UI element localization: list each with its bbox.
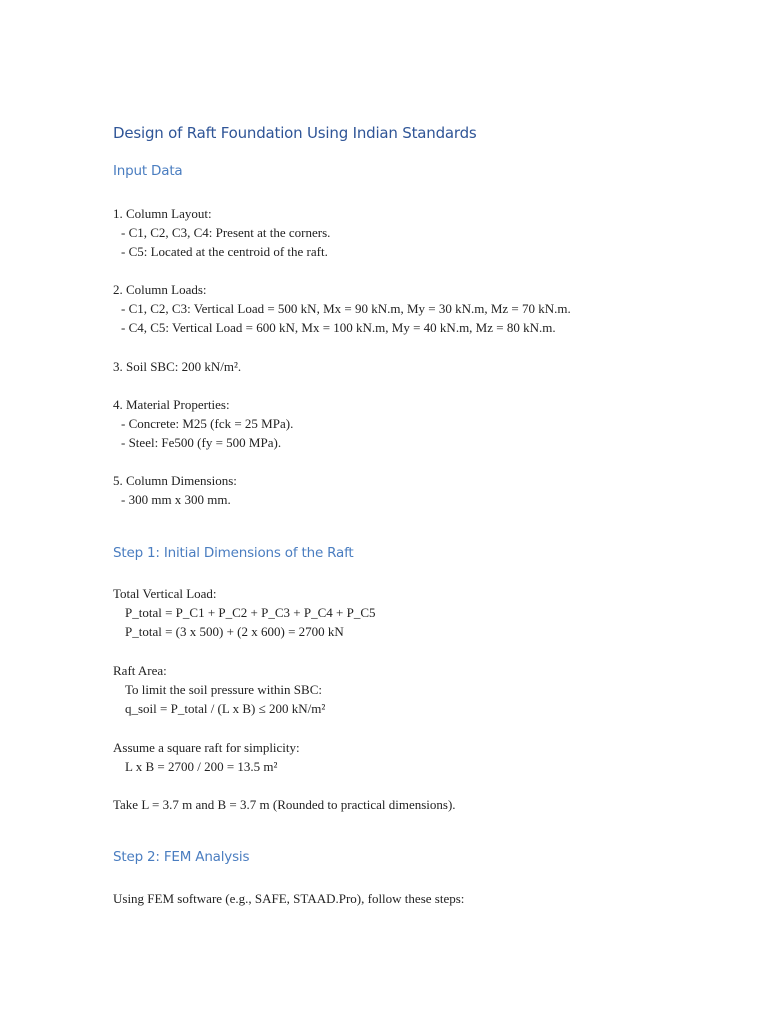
input-line-column-loads: 2. Column Loads:	[113, 282, 207, 297]
step1-line-soil-pressure-formula: q_soil = P_total / (L x B) ≤ 200 kN/m²	[125, 701, 326, 716]
input-line-column-layout: 1. Column Layout:	[113, 206, 212, 221]
step2-line-fem-intro: Using FEM software (e.g., SAFE, STAAD.Pro), follow these steps:	[113, 891, 465, 906]
input-line-soil-sbc: 3. Soil SBC: 200 kN/m².	[113, 359, 242, 374]
input-line-column-dimensions: 5. Column Dimensions:	[113, 473, 237, 488]
document-title: Design of Raft Foundation Using Indian Standards	[113, 124, 477, 142]
input-line-loads-c4-c5: - C4, C5: Vertical Load = 600 kN, Mx = 100 kN.m, My = 40 kN.m, Mz = 80 kN.m.	[121, 320, 556, 335]
step1-line-total-load-formula: P_total = P_C1 + P_C2 + P_C3 + P_C4 + P_C5	[125, 605, 376, 620]
input-line-loads-c1-c3: - C1, C2, C3: Vertical Load = 500 kN, Mx = 90 kN.m, My = 30 kN.m, Mz = 70 kN.m.	[121, 301, 571, 316]
step1-line-soil-pressure-limit: To limit the soil pressure within SBC:	[125, 682, 322, 697]
step1-line-total-load-label: Total Vertical Load:	[113, 586, 217, 601]
step2-heading: Step 2: FEM Analysis	[113, 849, 250, 865]
input-line-concrete: - Concrete: M25 (fck = 25 MPa).	[121, 416, 294, 431]
step1-heading: Step 1: Initial Dimensions of the Raft	[113, 545, 354, 561]
step1-line-square-raft: Assume a square raft for simplicity:	[113, 740, 300, 755]
input-line-steel: - Steel: Fe500 (fy = 500 MPa).	[121, 435, 282, 450]
step1-line-dimensions-taken: Take L = 3.7 m and B = 3.7 m (Rounded to practical dimensions).	[113, 797, 456, 812]
step1-line-raft-area-label: Raft Area:	[113, 663, 167, 678]
step1-line-total-load-value: P_total = (3 x 500) + (2 x 600) = 2700 kN	[125, 624, 344, 639]
step1-line-area-value: L x B = 2700 / 200 = 13.5 m²	[125, 759, 278, 774]
input-data-heading: Input Data	[113, 163, 183, 179]
input-line-dimension-value: - 300 mm x 300 mm.	[121, 492, 231, 507]
input-line-material-properties: 4. Material Properties:	[113, 397, 230, 412]
input-line-corner-columns: - C1, C2, C3, C4: Present at the corners.	[121, 225, 331, 240]
input-line-centroid-column: - C5: Located at the centroid of the raft.	[121, 244, 328, 259]
